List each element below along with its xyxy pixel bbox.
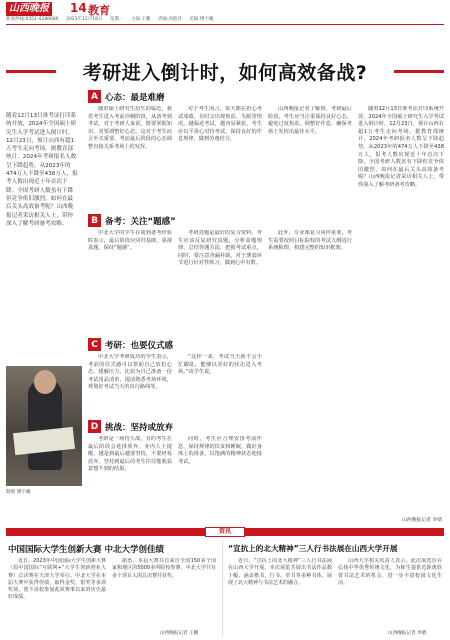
section-b-heading (88, 214, 176, 227)
header-rule (6, 24, 444, 25)
section-d-col1: 考研是一场持久战，有的考生在最后阶段会选择放弃。业内人士提醒，越是到最后越要坚持，不要轻易放弃，坚持到最后的考生往往能收获意想不到的结果。 (88, 436, 172, 473)
section-d-icon: D (88, 420, 101, 433)
page-number: 14 (70, 1, 87, 15)
section-d-heading (88, 420, 173, 433)
intro-text: 随着12月13日准考证打印系统开放，2024年全国硕士研究生入学考试进入倒计时，12月23日，预计山西有超1万考生走向考场。据教育部统计，2024年考研报名人数呈下降趋势，从2023年的474万人下降至438万人，报考人数出现近十年首次下降。全国考研人数虽有下降但竞争依旧激烈，如何在最后关头高效备考呢？山西晚报记者采访相关人士，带你深入了解考研备考攻略。 (6, 113, 78, 227)
weekday: 星期一 (109, 17, 124, 22)
news-band-label: 资讯 (205, 527, 245, 537)
news2-title: “宣抗上的北大精神”三人行书法展在山西大学开展 (228, 544, 398, 553)
art-editor: 美编:傅宇曦 (189, 17, 214, 22)
section-b-col1: 中北大学的学生在谈到备考经验时表示，最后阶段应回归基础，重视真题，保持“题感”。 (88, 230, 172, 252)
hotline: 新闻热线:0351-4286686 (6, 17, 59, 22)
section-c-icon: C (88, 338, 101, 351)
section-a-col3: 山西晚报记者了解到，考研最后阶段，考生应当注重保持良好心态，避免过度焦虑，调整好作息，确保考场上发挥出最佳水平。 (268, 106, 352, 135)
editor: 责编:高艳萍 (157, 17, 182, 22)
section-d-title: 挑战：坚持或放弃 (105, 422, 174, 433)
section-c-col1: 中北大学考研成功的学生表示，考前的仪式感可以帮助自己放松心态，缓解压力，比如为自己准备一份考试用品清单，提前熟悉考场环境，规划好考试当天的出行路线等。 (88, 354, 172, 391)
section-a-title: 心态：最是难磨 (105, 92, 165, 103)
section-c-heading (88, 338, 173, 351)
header-meta (6, 16, 219, 22)
right-column-text: 随着12月13日准考证打印系统开放，2024年全国硕士研究生入学考试进入倒计时，12月23日，预计山西有超1万考生走向考场。据教育部统计，2024年考研报名人数呈下降趋势，从2023年的474万人下降至438万人，报考人数出现近十年首次下降。全国考研人数虽有下降但竞争依旧激烈，如何在最后关头高效备考呢？山西晚报记者采访相关人士，带你深入了解考研备考攻略。 (358, 106, 444, 188)
illustration-photo (6, 366, 82, 486)
news1-col2: 据悉，本届大赛共有来自全国150多个国家和地区的5000多所院校参赛，中北大学共有多个项目入围总决赛并获奖。 (112, 558, 216, 579)
news-divider (222, 540, 223, 636)
section-d-col2: 同时，考生应合理安排考前作息，保持规律的饮食和睡眠，做好身体上的准备，以饱满的精神状态迎接考试。 (178, 436, 262, 465)
news1-col1: 近日，2023年中国国际大学生创新大赛（原中国国际“互联网+”大学生创新创业大赛）总决赛在天津大学举行。中北大学在本届大赛中获得佳绩，取得金奖、银奖等多项奖项，创下该校参加此项赛事以来的历史最好成绩。 (8, 558, 106, 601)
page-header (0, 0, 450, 22)
news2-col2: 山西大学相关负责人表示，此次展览旨在弘扬中华优秀传统文化，为师生提供近距离欣赏书法艺术的机会，进一步丰富校园文化生活。 (338, 558, 442, 586)
masthead-logo: 山西晚报 (6, 2, 52, 16)
section-a-col1: 随着硕士研究生招生的临近，我省考生进入考前冲刺阶段，从备考到考试，对于考研人来说，既要掌握知识，更要调整好心态，这对于考生而言至关重要。考前最后阶段的心态调整直接关系考场上的发挥。 (88, 106, 172, 150)
section-c-col2: “这样一来，考试当天就不会手忙脚乱，能够以更好的状态进入考场。”该学生说。 (178, 354, 262, 376)
news1-title: 中国国际大学生创新大赛 中北大学创佳绩 (8, 545, 164, 555)
section-b-title: 备考：关注“题感” (105, 216, 176, 227)
section-b-col2: 考研真题是最好的复习资料，考生应该反复研究真题，分析命题规律，总结答题方法，把握考试重点。同时，要注意查漏补缺，对于薄弱环节进行针对性练习，做到心中有数。 (178, 230, 262, 267)
section-c-title: 考研：也要仪式感 (105, 340, 174, 351)
article-byline: 山西晚报记者 李婧 (402, 518, 442, 523)
section-b-col3: 此外，专业课复习同样重要，考生需要按照目标院校的考试大纲进行系统梳理，构建完整的知识框架。 (268, 230, 352, 252)
news2-byline: 山西晚报记者 李婧 (388, 631, 427, 636)
chief-editor: 主编:王鹏 (130, 17, 151, 22)
section-b-icon: B (88, 214, 101, 227)
photo-caption: 制图 傅宇曦 (6, 490, 31, 495)
news2-col1: 近日，“宣抗上的北大精神”三人行书法展在山西大学开展。本次展览共展出书法作品数十幅，涵盖楷书、行书、草书等多种书体，展现了北大精神与书法艺术的融合。 (228, 558, 332, 586)
page-title: 考研进入倒计时，如何高效备战? (82, 62, 368, 84)
student-head (34, 370, 56, 394)
section-a-icon: A (88, 90, 101, 103)
book-shape (13, 427, 75, 455)
date: 2023年12月18日 (66, 17, 103, 22)
section-a-heading (88, 90, 165, 103)
section-a-col2: 对于考生而言，每天都在担心考试成绩，有时会出现焦虑、失眠等情况。越临近考试，越容易紧张，考生应以平常心对待考试，保持良好的作息规律，做到劳逸结合。 (178, 106, 262, 143)
section-name: 教育 (88, 4, 110, 17)
news1-byline: 山西晚报记者 王鹏 (160, 631, 199, 636)
